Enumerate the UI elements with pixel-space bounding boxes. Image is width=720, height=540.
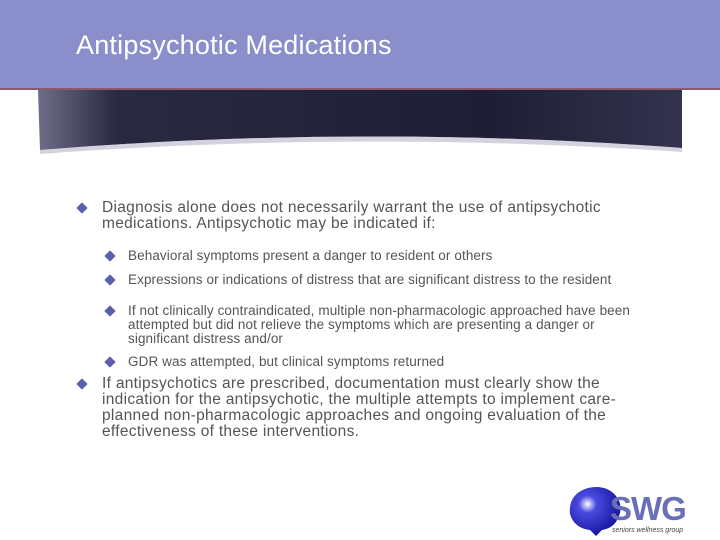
bullet-text: If antipsychotics are prescribed, documentation must clearly show the indication for the antipsychotic, the multiple attempts to implement care-planned non-pharmacologic approaches and ongoing evaluation of the effectiveness of these interventions. <box>102 375 617 440</box>
diamond-bullet-icon <box>104 356 115 367</box>
bullet-item-level2 <box>68 355 658 369</box>
bullet-text: Diagnosis alone does not necessarily warrant the use of antipsychotic medications. Antipsychotic may be indicated if: <box>102 199 601 232</box>
swg-logo <box>566 484 694 538</box>
title-bar <box>0 0 720 90</box>
bullet-item-level2 <box>68 304 658 346</box>
diamond-bullet-icon <box>76 378 87 389</box>
bullet-text: Expressions or indications of distress that are significant distress to the resident <box>128 272 612 287</box>
slide-title: Antipsychotic Medications <box>76 30 392 60</box>
bullet-item-level2 <box>68 249 658 263</box>
diamond-bullet-icon <box>104 250 115 261</box>
logo-wordmark: SWG <box>610 490 686 527</box>
logo-subtitle: seniors wellness group <box>612 527 684 534</box>
bullet-item-level1 <box>68 376 658 440</box>
bullet-item-level1 <box>68 200 658 232</box>
bullet-text: If not clinically contraindicated, multiple non-pharmacologic approached have been attempted but did not relieve the symptoms which are presenting a danger or significant distress and/or <box>128 303 630 346</box>
bullet-text: GDR was attempted, but clinical symptoms returned <box>128 354 445 369</box>
bullet-text: Behavioral symptoms present a danger to resident or others <box>128 248 493 263</box>
diamond-bullet-icon <box>76 202 87 213</box>
bullet-item-level2 <box>68 273 658 287</box>
decorative-swoosh-banner <box>0 90 720 182</box>
slide-content <box>68 200 658 440</box>
diamond-bullet-icon <box>104 305 115 316</box>
diamond-bullet-icon <box>104 274 115 285</box>
